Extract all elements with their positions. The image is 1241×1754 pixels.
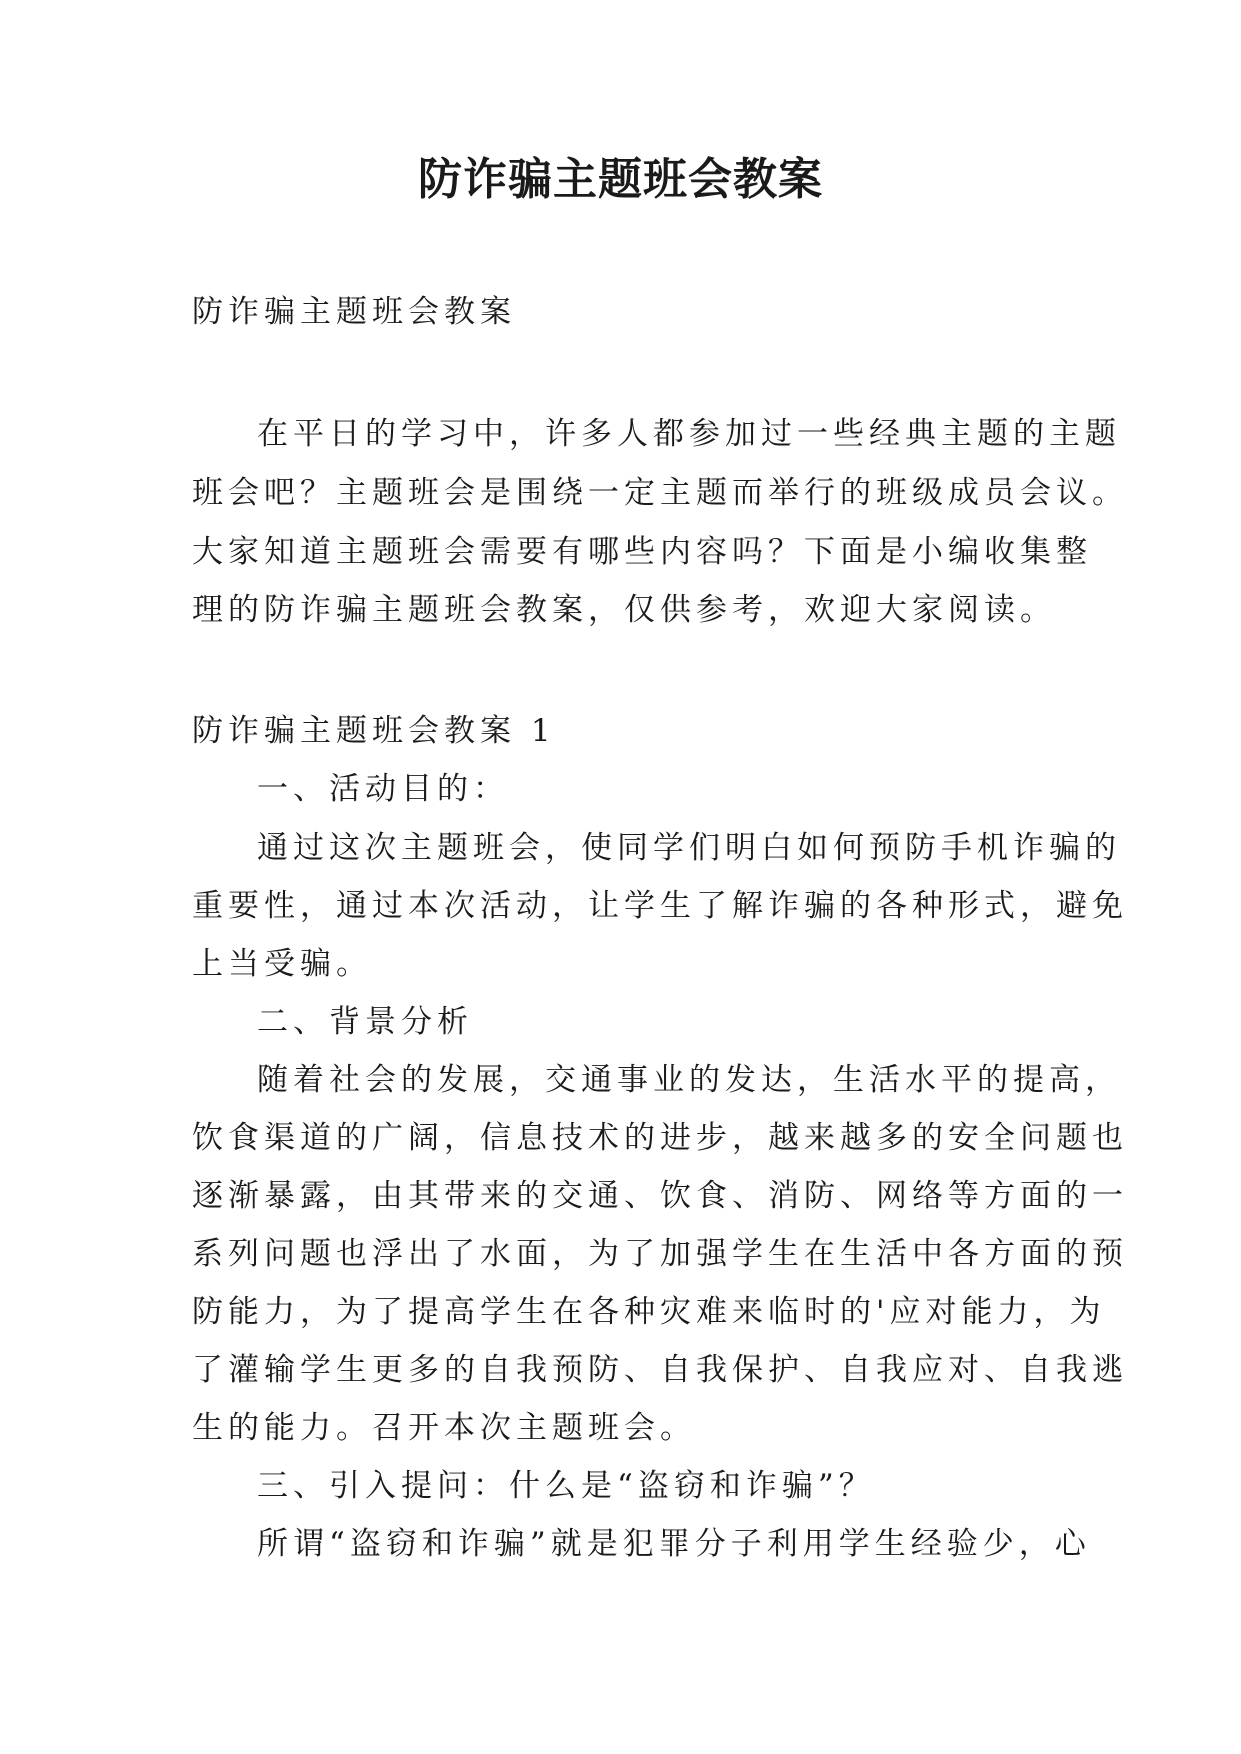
heading-activity-purpose: 一、活动目的： — [257, 771, 509, 807]
background-line: 生的能力。召开本次主题班会。 — [192, 1410, 696, 1446]
purpose-line: 重要性，通过本次活动，让学生了解诈骗的各种形式，避免 — [192, 888, 1128, 924]
heading-background: 二、背景分析 — [257, 1004, 473, 1040]
background-line: 防能力，为了提高学生在各种灾难来临时的'应对能力，为 — [192, 1294, 1106, 1330]
heading-question: 三、引入提问：什么是“盗窃和诈骗”？ — [257, 1468, 875, 1504]
intro-line: 在平日的学习中，许多人都参加过一些经典主题的主题 — [257, 416, 1121, 452]
definition-line: 所谓“盗窃和诈骗”就是犯罪分子利用学生经验少，心 — [257, 1526, 1091, 1562]
background-line: 逐渐暴露，由其带来的交通、饮食、消防、网络等方面的一 — [192, 1178, 1128, 1214]
purpose-line: 通过这次主题班会，使同学们明白如何预防手机诈骗的 — [257, 830, 1121, 866]
background-line: 饮食渠道的广阔，信息技术的进步，越来越多的安全问题也 — [192, 1120, 1128, 1156]
section-title: 防诈骗主题班会教案 1 — [192, 713, 556, 749]
document-title: 防诈骗主题班会教案 — [418, 154, 823, 205]
background-line: 随着社会的发展，交通事业的发达，生活水平的提高， — [257, 1062, 1121, 1098]
purpose-line: 上当受骗。 — [192, 946, 372, 982]
document-subtitle: 防诈骗主题班会教案 — [192, 294, 516, 330]
intro-line: 班会吧？主题班会是围绕一定主题而举行的班级成员会议。 — [192, 475, 1128, 511]
intro-line: 理的防诈骗主题班会教案，仅供参考，欢迎大家阅读。 — [192, 592, 1056, 628]
background-line: 了灌输学生更多的自我预防、自我保护、自我应对、自我逃 — [192, 1352, 1128, 1388]
background-line: 系列问题也浮出了水面，为了加强学生在生活中各方面的预 — [192, 1236, 1128, 1272]
intro-line: 大家知道主题班会需要有哪些内容吗？下面是小编收集整 — [192, 534, 1092, 570]
